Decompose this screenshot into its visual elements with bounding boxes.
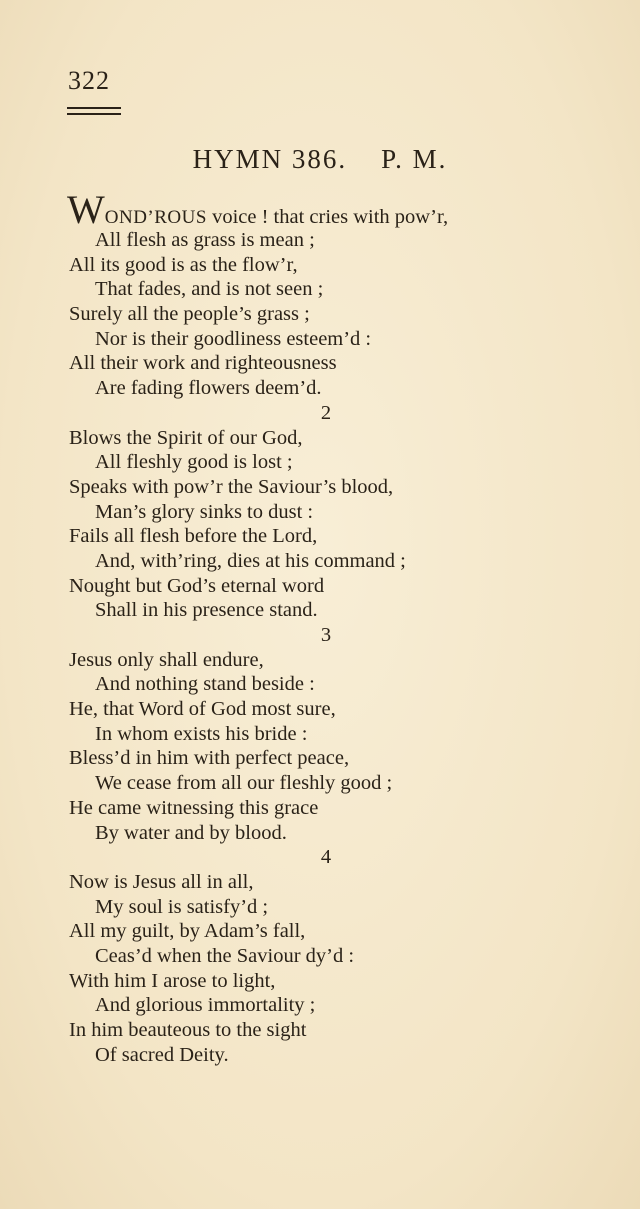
first-line-rest: voice ! that cries with pow’r, bbox=[206, 206, 449, 228]
stanza-number: 4 bbox=[320, 846, 332, 869]
hymn-title: HYMN 386. bbox=[192, 144, 348, 174]
page-number: 322 bbox=[68, 66, 110, 95]
verse-line: And glorious immortality ; bbox=[95, 994, 316, 1017]
verse-line: Man’s glory sinks to dust : bbox=[95, 500, 314, 523]
verse-line: All my guilt, by Adam’s fall, bbox=[69, 920, 306, 943]
verse-line: With him I arose to light, bbox=[69, 969, 276, 992]
verse-line: Fails all flesh before the Lord, bbox=[69, 525, 318, 548]
verse-line: Of sacred Deity. bbox=[95, 1043, 229, 1066]
verse-line: And nothing stand beside : bbox=[95, 673, 315, 696]
verse-line: Jesus only shall endure, bbox=[69, 648, 264, 671]
verse-line: All its good is as the flow’r, bbox=[69, 253, 298, 276]
verse-line: In him beauteous to the sight bbox=[69, 1019, 307, 1041]
hymn-heading bbox=[0, 144, 640, 175]
verse-line: Are fading flowers deem’d. bbox=[95, 377, 322, 400]
verse-line: All their work and righteousness bbox=[69, 352, 337, 375]
verse-line: Nought but God’s eternal word bbox=[69, 574, 325, 597]
verse-line: That fades, and is not seen ; bbox=[95, 278, 324, 301]
stanza-number: 2 bbox=[320, 401, 332, 424]
verse-line: Ceas’d when the Saviour dy’d : bbox=[95, 944, 355, 967]
drop-cap: W bbox=[67, 187, 105, 232]
header-rule-bottom bbox=[67, 113, 121, 115]
verse-line: Now is Jesus all in all, bbox=[69, 870, 254, 893]
verse-line: My soul is satisfy’d ; bbox=[95, 895, 269, 918]
verse-line: In whom exists his bride : bbox=[95, 722, 308, 745]
header-rule-top bbox=[67, 107, 121, 109]
verse-line: Nor is their goodliness esteem’d : bbox=[95, 327, 372, 350]
verse-line: He, that Word of God most sure, bbox=[69, 698, 336, 721]
verse-line: We cease from all our fleshly good ; bbox=[95, 772, 393, 795]
stanza-list bbox=[0, 228, 640, 1067]
hymn-first-line bbox=[0, 187, 640, 232]
verse-line: Speaks with pow’r the Saviour’s blood, bbox=[69, 475, 394, 498]
verse-line: All fleshly good is lost ; bbox=[95, 451, 293, 474]
verse-line: Shall in his presence stand. bbox=[95, 599, 318, 622]
verse-line: Blows the Spirit of our God, bbox=[69, 426, 303, 449]
verse-line: And, with’ring, dies at his command ; bbox=[95, 549, 406, 572]
first-word-caps: OND’ROUS bbox=[104, 207, 207, 228]
stanza-number: 3 bbox=[320, 624, 332, 646]
verse-line: All flesh as grass is mean ; bbox=[95, 229, 315, 251]
hymn-text bbox=[0, 187, 640, 1067]
verse-line: By water and by blood. bbox=[95, 821, 287, 844]
verse-line: Surely all the people’s grass ; bbox=[69, 303, 310, 326]
verse-line: He came witnessing this grace bbox=[69, 796, 319, 819]
verse-line: Bless’d in him with perfect peace, bbox=[69, 747, 350, 770]
hymn-meter: P. M. bbox=[381, 144, 448, 174]
